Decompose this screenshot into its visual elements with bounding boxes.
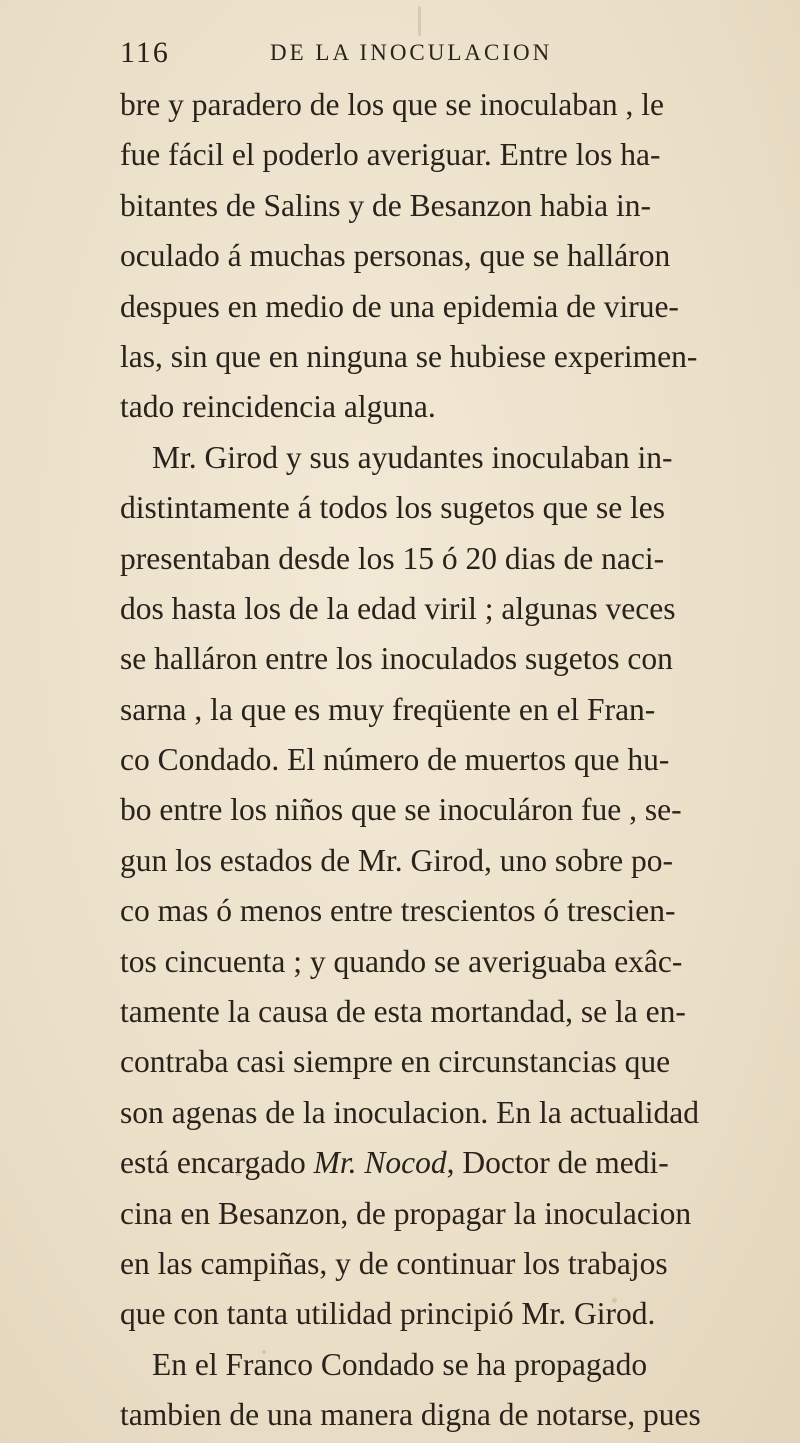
text-line: oculado á muchas personas, que se halláron [120, 238, 671, 274]
text-line: co Condado. El número de muertos que hu- [120, 742, 670, 778]
text-line: distintamente á todos los sugetos que se les [120, 490, 666, 526]
text-line: tos cincuenta ; y quando se averiguaba exâc- [120, 943, 683, 979]
text-line: que con tanta utilidad principió Mr. Girod. [120, 1296, 656, 1332]
paper-speck [236, 1172, 240, 1176]
text-line: cina en Besanzon, de propagar la inoculacion [120, 1195, 692, 1231]
italic-name: Mr. Nocod [313, 1145, 447, 1181]
text-line: bitantes de Salins y de Besanzon habia in- [120, 187, 651, 223]
text-line: se halláron entre los inoculados sugetos con [120, 641, 673, 677]
text-segment: , Doctor de medi- [446, 1145, 669, 1181]
text-segment: está encargado [120, 1145, 314, 1181]
paragraph-start-line: Mr. Girod y sus ayudantes inoculaban in- [152, 439, 673, 475]
text-line: tambien de una manera digna de notarse, pues [120, 1397, 701, 1433]
text-line: sarna , la que es muy freqüente en el Fran- [120, 691, 656, 727]
text-line: co mas ó menos entre trescientos ó trescien- [120, 893, 676, 929]
text-line: despues en medio de una epidemia de virue- [120, 288, 679, 324]
running-head: DE LA INOCULACION [270, 40, 553, 65]
text-line: tado reincidencia alguna. [120, 389, 436, 425]
text-line: dos hasta los de la edad viril ; algunas veces [120, 590, 676, 626]
text-line: fue fácil el poderlo averiguar. Entre los ha- [120, 137, 661, 173]
text-line: son agenas de la inoculacion. En la actualidad [120, 1094, 700, 1130]
body-text [120, 80, 770, 1441]
text-line: las, sin que en ninguna se hubiese experimen- [120, 338, 698, 374]
text-line: contraba casi siempre en circunstancias que [120, 1044, 671, 1080]
paragraph-start-line: En el Franco Condado se ha propagado [152, 1346, 648, 1382]
text-line: tamente la causa de esta mortandad, se la en- [120, 994, 686, 1030]
paper-speck [612, 1298, 617, 1303]
paper-speck [262, 1350, 266, 1354]
text-line [120, 1138, 770, 1188]
page-number: 116 [120, 36, 170, 69]
text-line: bre y paradero de los que se inoculaban , le [120, 87, 665, 122]
text-line: bo entre los niños que se inoculáron fue , se- [120, 792, 682, 828]
text-line: gun los estados de Mr. Girod, uno sobre po- [120, 842, 673, 878]
page-header [120, 36, 720, 76]
paper-speck [418, 6, 421, 36]
text-line: presentaban desde los 15 ó 20 dias de naci- [120, 540, 665, 576]
text-line: en las campiñas, y de continuar los trabajos [120, 1245, 668, 1281]
